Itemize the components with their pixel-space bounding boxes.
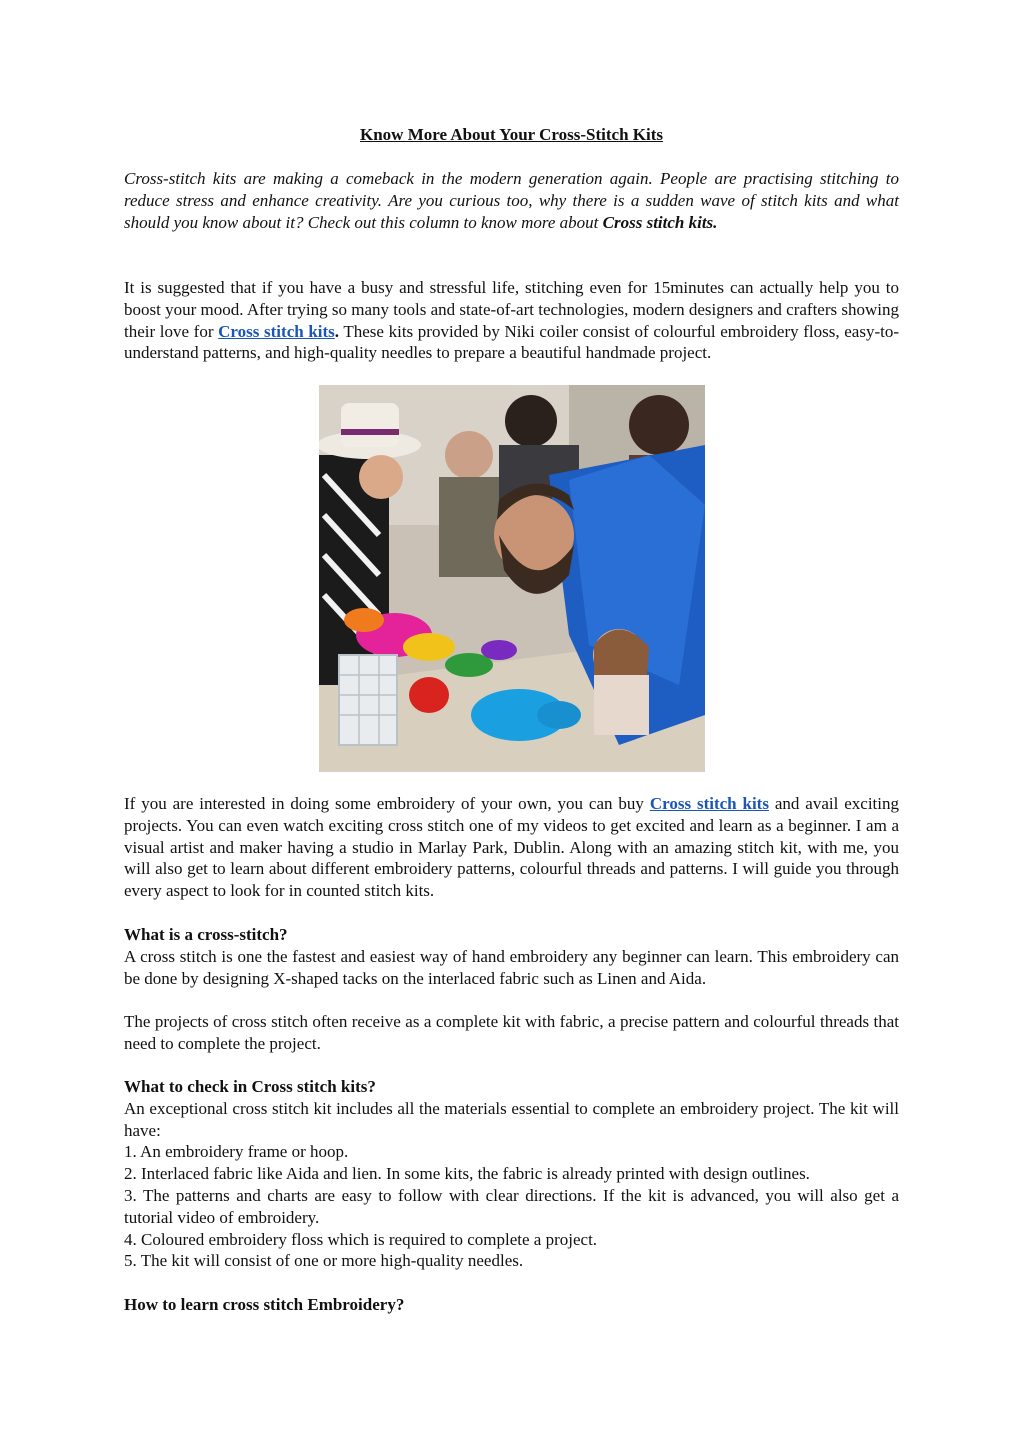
section-what-to-check-heading: What to check in Cross stitch kits? xyxy=(124,1077,376,1096)
list-item: 5. The kit will consist of one or more high-quality needles. xyxy=(124,1251,524,1271)
section-what-is-body: A cross stitch is one the fastest and easiest way of hand embroidery any beginner can learn. This embroidery can be done by designing X-shaped tacks on the interlaced fabric such as Linen and Aida. xyxy=(124,946,899,988)
workshop-photo xyxy=(319,385,705,772)
intro-paragraph xyxy=(124,168,899,233)
paragraph-2-rest: and avail exciting projects. You can even watch exciting cross stitch one of my videos to get excited and learn as a beginner. I am a visual artist and maker having a studio in Marlay Park, Dublin. Along with an amazing stitch kit, with me, you will also get to learn about different embroidery patterns, colourful threads and patterns. I will guide you through every aspect to look for in counted stitch kits. xyxy=(124,794,899,901)
list-item: 2. Interlaced fabric like Aida and lien. In some kits, the fabric is already printed with design outlines. xyxy=(124,1164,810,1184)
page-title: Know More About Your Cross-Stitch Kits xyxy=(359,125,664,144)
intro-text: Cross-stitch kits are making a comeback in the modern generation again. People are practising stitching to reduce stress and enhance creativity. Are you curious too, why there is a sudden wave of stitch kits and what should you know about it? Check out this column to know more about xyxy=(124,169,899,232)
paragraph-2 xyxy=(124,793,899,902)
section-what-is-heading: What is a cross-stitch? xyxy=(124,925,288,944)
paragraph-2-text: If you are interested in doing some embroidery of your own, you can buy xyxy=(124,794,650,813)
paragraph-1-text: It is suggested that if you have a busy and stressful life, stitching even for 15minutes can actually help you to boost your mood. After trying so many tools and state-of-art technologies, modern designers and crafters showing their love for xyxy=(124,278,899,341)
cross-stitch-kits-link[interactable]: Cross stitch kits xyxy=(218,321,335,341)
section-what-to-check-intro: An exceptional cross stitch kit includes all the materials essential to complete an embroidery project. The kit will have: xyxy=(124,1098,899,1140)
workshop-photo-illustration xyxy=(319,385,705,772)
intro-bold-text: Cross stitch kits. xyxy=(602,212,718,232)
list-item: 1. An embroidery frame or hoop. xyxy=(124,1142,349,1162)
cross-stitch-kits-link-2[interactable]: Cross stitch kits xyxy=(649,794,769,813)
section-what-to-check xyxy=(124,1076,899,1272)
paragraph-1 xyxy=(124,277,899,364)
list-item: 3. The patterns and charts are easy to follow with clear directions. If the kit is advanced, you will also get a tutorial video of embroidery. xyxy=(124,1185,899,1227)
list-item: 4. Coloured embroidery floss which is required to complete a project. xyxy=(124,1229,598,1249)
section-what-is xyxy=(124,924,899,989)
paragraph-1-period: . xyxy=(334,321,340,341)
section-how-to-learn-heading: How to learn cross stitch Embroidery? xyxy=(124,1295,405,1314)
paragraph-1-rest: These kits provided by Niki coiler consist of colourful embroidery floss, easy-to-understand patterns, and high-quality needles to prepare a beautiful handmade project. xyxy=(124,321,900,363)
paragraph-3: The projects of cross stitch often receive as a complete kit with fabric, a precise pattern and colourful threads that need to complete the project. xyxy=(124,1012,899,1053)
